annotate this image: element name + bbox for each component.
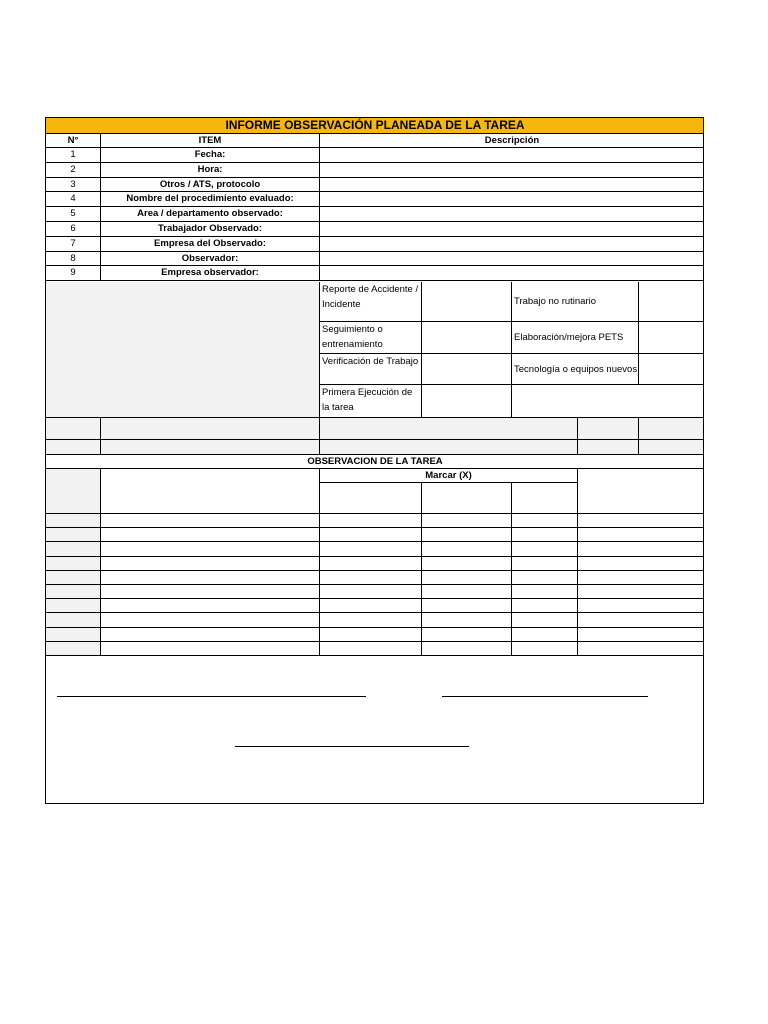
observation-cell[interactable] [512, 571, 578, 585]
observation-cell[interactable] [578, 599, 704, 613]
observation-cell[interactable] [422, 613, 512, 628]
observation-cell[interactable] [422, 628, 512, 642]
observation-cell[interactable] [320, 571, 422, 585]
reason-mark[interactable] [639, 322, 704, 354]
item-label: Otros / ATS, protocolo [101, 178, 320, 192]
blank-cell [46, 418, 101, 440]
observation-cell[interactable] [512, 528, 578, 542]
observation-cell[interactable] [320, 628, 422, 642]
reason-mark[interactable] [422, 282, 512, 322]
reason-empty [512, 385, 704, 418]
observation-cell[interactable] [320, 528, 422, 542]
header-item: ITEM [101, 134, 320, 148]
observation-cell[interactable] [578, 571, 704, 585]
reason-label: Tecnología o equipos nuevos [512, 354, 639, 385]
observation-cell [46, 585, 101, 599]
item-label: Nombre del procedimiento evaluado: [101, 192, 320, 207]
observation-cell[interactable] [422, 557, 512, 571]
observation-cell [46, 599, 101, 613]
header-number: N° [46, 134, 101, 148]
item-value[interactable] [320, 237, 704, 252]
observation-cell [46, 613, 101, 628]
observation-cell[interactable] [422, 599, 512, 613]
observation-cell[interactable] [320, 557, 422, 571]
observation-cell[interactable] [101, 613, 320, 628]
observation-cell[interactable] [512, 557, 578, 571]
observation-header-cell [101, 469, 320, 514]
observation-cell[interactable] [578, 613, 704, 628]
blank-cell [578, 440, 639, 455]
observation-cell[interactable] [101, 571, 320, 585]
blank-cell [639, 418, 704, 440]
mark-subheader [422, 483, 512, 514]
observation-cell[interactable] [422, 642, 512, 656]
reason-label: Elaboración/mejora PETS [512, 322, 639, 354]
observation-cell [46, 571, 101, 585]
item-label: Area / departamento observado: [101, 207, 320, 222]
observation-cell[interactable] [422, 542, 512, 557]
item-value[interactable] [320, 222, 704, 237]
mark-subheader [512, 483, 578, 514]
observation-cell[interactable] [512, 585, 578, 599]
blank-cell [320, 440, 578, 455]
observation-cell[interactable] [512, 613, 578, 628]
observation-cell[interactable] [512, 628, 578, 642]
observation-cell[interactable] [101, 585, 320, 599]
item-number: 2 [46, 163, 101, 178]
mark-header: Marcar (X) [320, 469, 578, 483]
blank-cell [578, 418, 639, 440]
observation-header-cell [578, 469, 704, 514]
blank-cell [320, 418, 578, 440]
observation-cell[interactable] [512, 642, 578, 656]
observation-cell[interactable] [101, 514, 320, 528]
observation-cell[interactable] [101, 542, 320, 557]
observation-title: OBSERVACION DE LA TAREA [46, 455, 704, 469]
reason-label: Primera Ejecución de la tarea [320, 385, 422, 418]
observation-cell[interactable] [422, 585, 512, 599]
reason-mark[interactable] [422, 354, 512, 385]
item-number: 8 [46, 252, 101, 266]
item-value[interactable] [320, 207, 704, 222]
observation-cell[interactable] [422, 528, 512, 542]
blank-cell [639, 440, 704, 455]
observation-cell [46, 514, 101, 528]
observation-cell[interactable] [320, 585, 422, 599]
observation-cell[interactable] [512, 542, 578, 557]
observation-cell [46, 528, 101, 542]
item-label: Fecha: [101, 148, 320, 163]
observation-cell[interactable] [101, 642, 320, 656]
item-label: Empresa del Observado: [101, 237, 320, 252]
item-number: 5 [46, 207, 101, 222]
item-number: 4 [46, 192, 101, 207]
observation-cell [46, 642, 101, 656]
mark-subheader [320, 483, 422, 514]
item-label: Hora: [101, 163, 320, 178]
item-number: 7 [46, 237, 101, 252]
item-number: 9 [46, 266, 101, 281]
reason-label: Seguimiento o entrenamiento [320, 322, 422, 354]
item-label: Observador: [101, 252, 320, 266]
observation-cell[interactable] [422, 571, 512, 585]
item-label: Trabajador Observado: [101, 222, 320, 237]
observation-cell[interactable] [578, 514, 704, 528]
observation-cell[interactable] [101, 528, 320, 542]
reason-mark[interactable] [422, 385, 512, 418]
reason-mark[interactable] [639, 354, 704, 385]
item-value[interactable] [320, 148, 704, 163]
observation-cell[interactable] [578, 528, 704, 542]
observation-cell[interactable] [101, 599, 320, 613]
header-description: Descripción [320, 134, 704, 148]
observation-cell[interactable] [512, 514, 578, 528]
item-value[interactable] [320, 192, 704, 207]
observation-cell[interactable] [320, 642, 422, 656]
observation-cell[interactable] [101, 557, 320, 571]
observation-cell[interactable] [320, 542, 422, 557]
item-value[interactable] [320, 252, 704, 266]
item-number: 1 [46, 148, 101, 163]
signature-line-right [442, 696, 648, 697]
reason-mark[interactable] [422, 322, 512, 354]
reasons-blank [46, 282, 320, 418]
item-value[interactable] [320, 266, 704, 281]
observation-cell[interactable] [320, 613, 422, 628]
observation-cell [46, 628, 101, 642]
signature-line-center [235, 746, 469, 747]
observation-cell[interactable] [578, 542, 704, 557]
item-value[interactable] [320, 163, 704, 178]
observation-cell[interactable] [578, 628, 704, 642]
observation-cell[interactable] [578, 642, 704, 656]
item-value[interactable] [320, 178, 704, 192]
signature-line-left [57, 696, 366, 697]
reason-label: Trabajo no rutinario [512, 282, 639, 322]
observation-header-cell [46, 469, 101, 514]
blank-cell [101, 440, 320, 455]
item-label: Empresa observador: [101, 266, 320, 281]
observation-cell[interactable] [101, 628, 320, 642]
observation-cell[interactable] [422, 514, 512, 528]
observation-cell [46, 542, 101, 557]
form-title: INFORME OBSERVACIÓN PLANEADA DE LA TAREA [46, 118, 704, 134]
reason-label: Verificación de Trabajo [320, 354, 422, 385]
observation-cell [46, 557, 101, 571]
observation-cell[interactable] [578, 585, 704, 599]
item-number: 6 [46, 222, 101, 237]
observation-cell[interactable] [320, 514, 422, 528]
observation-cell[interactable] [578, 557, 704, 571]
blank-cell [46, 440, 101, 455]
blank-cell [101, 418, 320, 440]
item-number: 3 [46, 178, 101, 192]
observation-cell[interactable] [320, 599, 422, 613]
reason-mark[interactable] [639, 282, 704, 322]
observation-cell[interactable] [512, 599, 578, 613]
reason-label: Reporte de Accidente / Incidente [320, 282, 422, 322]
